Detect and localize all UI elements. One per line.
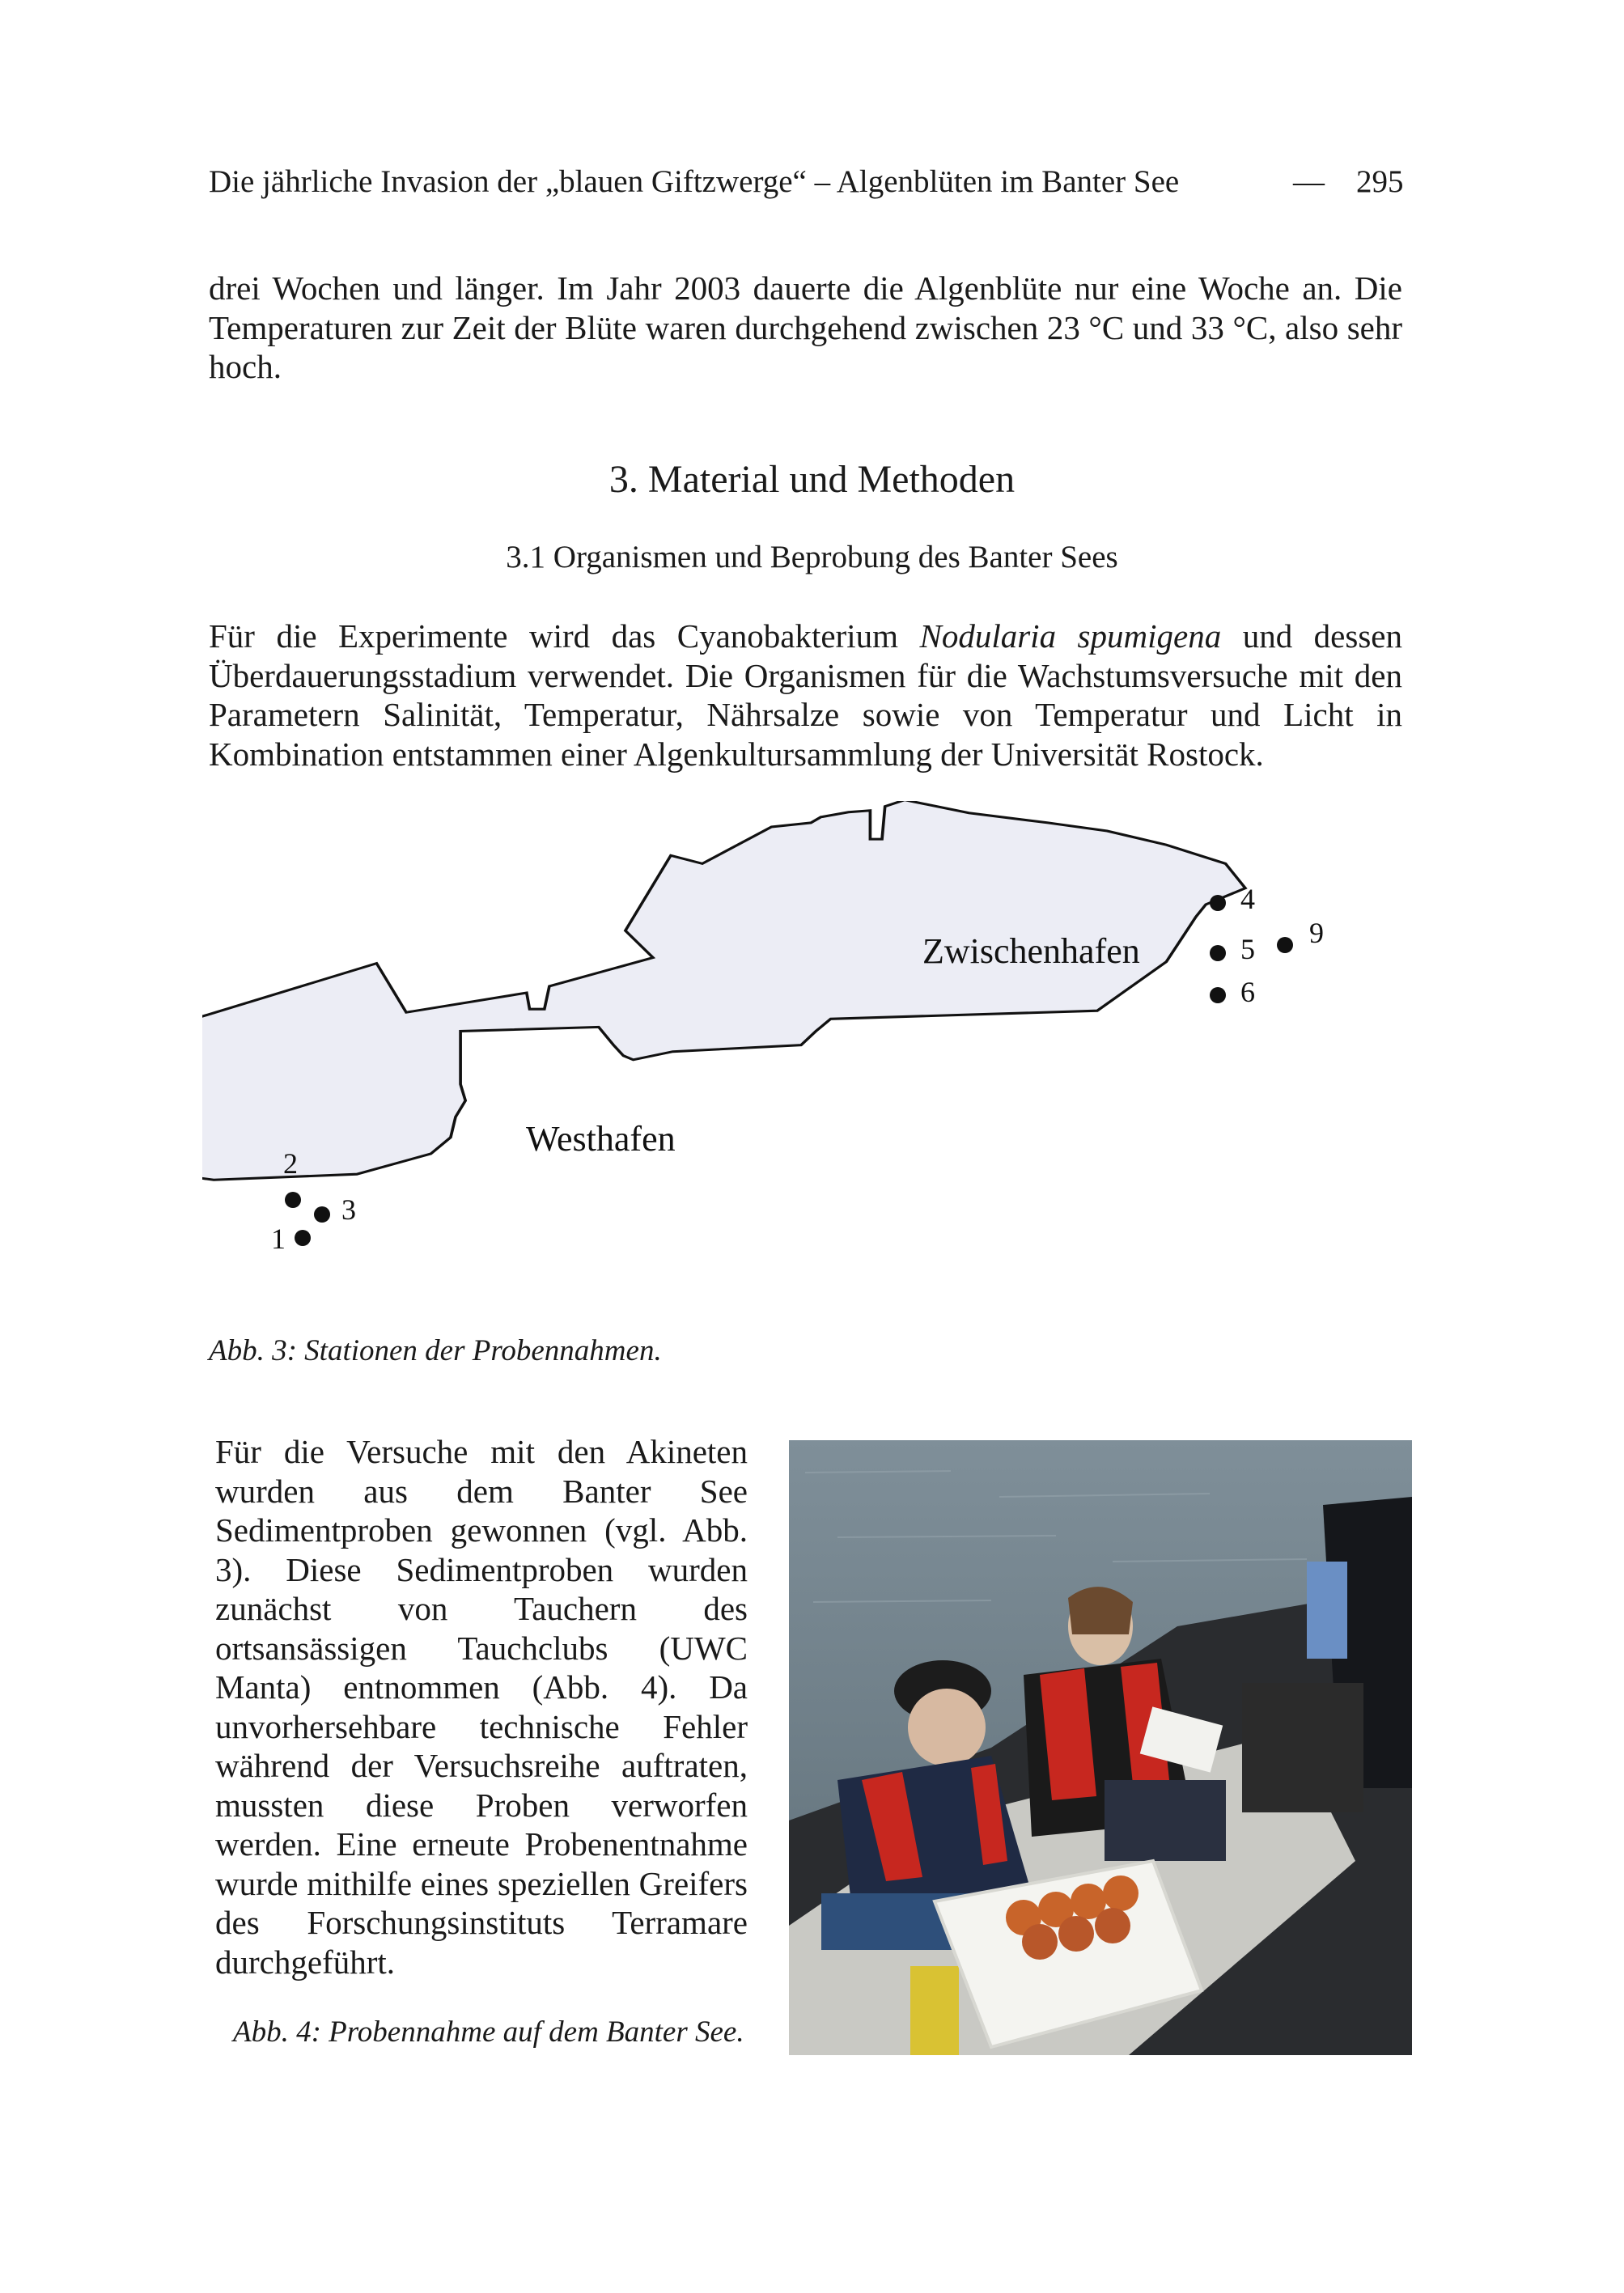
lake-outline (202, 801, 1245, 1180)
station-label-4: 4 (1240, 883, 1255, 915)
station-label-3: 3 (341, 1193, 356, 1226)
section-heading: 3. Material und Methoden (608, 458, 1016, 501)
station-marker-4 (1210, 895, 1226, 911)
running-title: Die jährliche Invasion der „blauen Giftzwerge“ – Algenblüten im Banter See (209, 164, 1180, 199)
paragraph-2 (209, 617, 1402, 774)
paragraph-2-after: und dessen Überdauerungsstadium verwendet. Die Organismen für die Wachstumsversuche mit den Parametern Salinität, Temperatur, Nährsalze sowie von Temperatur und Licht in Kombination entstammen einer Algenkultursammlung der Universität Rostock. (209, 617, 1402, 773)
paragraph-2-before: Für die Experimente wird das Cyanobakterium (209, 617, 920, 655)
station-label-2: 2 (283, 1147, 298, 1180)
station-label-1: 1 (271, 1223, 286, 1255)
figure-4-caption: Abb. 4: Probennahme auf dem Banter See. (233, 2015, 744, 2049)
map-label-westhafen: Westhafen (526, 1119, 676, 1159)
paragraph-3: Für die Versuche mit den Akineten wurden aus dem Banter See Sedimentproben gewonnen (vgl. Abb. 3). Diese Sedimentproben wurden zunächst von Tauchern des ortsansässigen Tauchclubs (UWC Manta) entnommen (Abb. 4). Da unvorhersehbare technische Fehler während der Versuchsreihe auftraten, mussten diese Proben verworfen werden. Eine erneute Probenentnahme wurde mithilfe eines speziellen Greifers des Forschungsinstituts Terramare durchgeführt. (215, 1433, 748, 1981)
map-label-zwischenhafen: Zwischenhafen (922, 931, 1140, 971)
figure-3-caption: Abb. 3: Stationen der Probennahmen. (209, 1334, 662, 1367)
running-header (209, 163, 1406, 212)
sampling-photo (789, 1440, 1412, 2055)
station-marker-9 (1277, 937, 1293, 953)
lake-map (202, 801, 1424, 1319)
page-number: 295 (1356, 164, 1404, 199)
station-label-6: 6 (1240, 976, 1255, 1008)
subsection-heading: 3.1 Organismen und Beprobung des Banter Sees (506, 540, 1118, 574)
station-marker-5 (1210, 945, 1226, 961)
station-marker-2 (285, 1192, 301, 1208)
station-marker-1 (295, 1230, 311, 1246)
paragraph-1: drei Wochen und länger. Im Jahr 2003 dauerte die Algenblüte nur eine Woche an. Die Temperaturen zur Zeit der Blüte waren durchgehend zwischen 23 °C und 33 °C, also sehr hoch. (209, 269, 1402, 385)
station-marker-6 (1210, 987, 1226, 1003)
station-label-9: 9 (1309, 917, 1324, 949)
station-marker-3 (314, 1206, 330, 1223)
species-name: Nodularia spumigena (919, 617, 1222, 655)
station-label-5: 5 (1240, 933, 1255, 965)
header-dash: — (1293, 164, 1325, 199)
